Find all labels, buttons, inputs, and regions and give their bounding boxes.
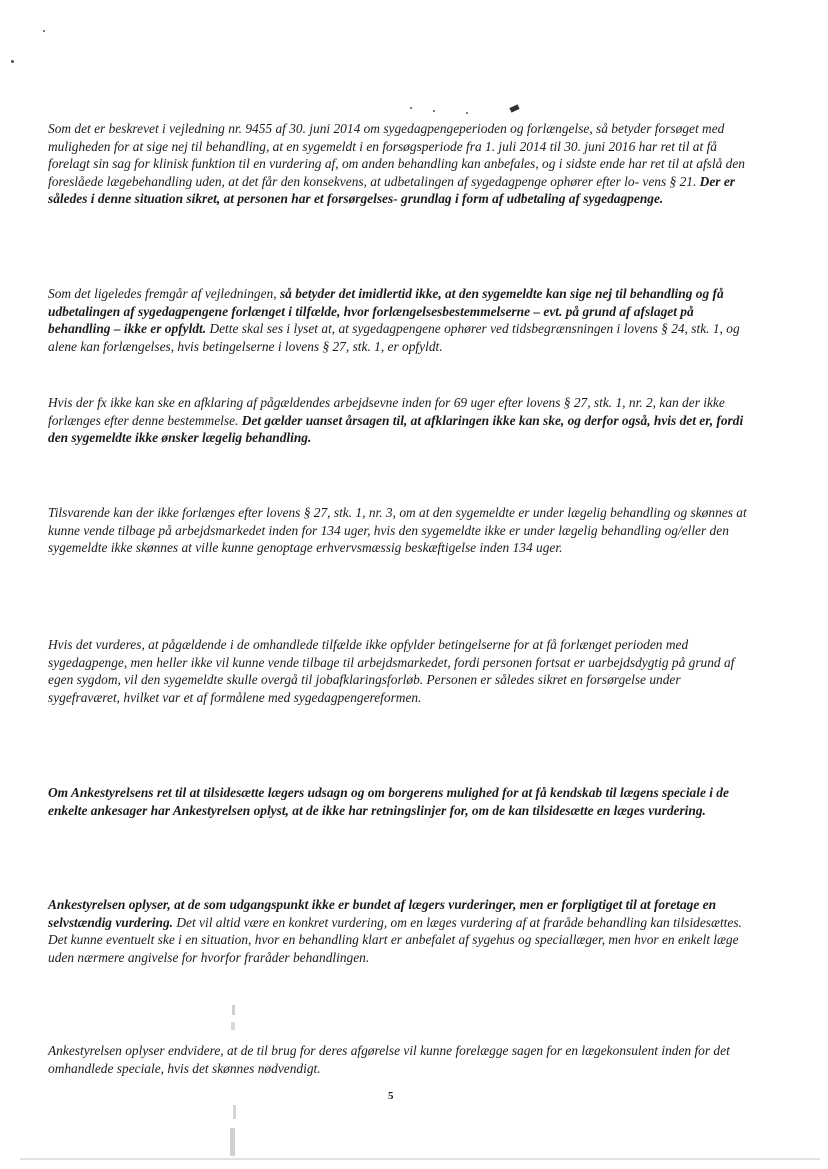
scan-mark: [231, 1022, 235, 1030]
paragraph: [48, 504, 748, 557]
scan-bottom-edge: [20, 1158, 820, 1160]
scan-speck: [43, 30, 45, 32]
scan-mark: [233, 1105, 236, 1119]
text-run-bold: Ankestyrelsen oplyser, at de som udgangspunkt ikke er bundet af lægers vurderinger, men er forpligtiget til at foretage en selvstændig vurdering.: [48, 897, 717, 930]
scan-mark: [230, 1128, 235, 1156]
text-run-bold: så betyder det imidlertid ikke, at den sygemeldte kan sige nej til behandling og få udbetalingen af sygedagpengene forlænget i tilfælde, hvor forlængelsesbestemmelserne – evt. på grund af afslaget på behandling – ikke er opfyldt.: [48, 286, 724, 337]
text-run-bold: Om Ankestyrelsens ret til at tilsidesætte lægers udsagn og om borgerens mulighed for at få kendskab til lægens speciale i de enkelte ankesager har Ankestyrelsen oplyst, at de ikke har retningslinjer for, om de kan tilsidesætte en læges vurdering.: [48, 785, 729, 818]
text-run-bold: Det gælder uanset årsagen til, at afklaringen ikke kan ske, og derfor også, hvis det er, fordi den sygemeldte ikke ønsker lægelig behandling.: [48, 412, 744, 446]
text-run: Hvis der fx ikke kan ske en afklaring af pågældendes arbejdsevne inden for 69 uger efter lovens § 27, stk. 1, nr. 2, kan der ikke forlænges efter denne bestemmelse.: [48, 395, 725, 428]
text-run: Hvis det vurderes, at pågældende i de omhandlede tilfælde ikke opfylder betingelserne for at få forlænget perioden med sygedagpenge, men heller ikke vil kunne vende tilbage til arbejdsmarkedet, fordi personen fortsat er uarbejdsdygtig på grund af egen sygdom, vil den sygemeldte skulle overgå til jobafklaringsforløb. Personen er således sikret en forsørgelse under sygefraværet, hvilket var et af formålene med sygedagpengereformen.: [48, 637, 735, 705]
text-run: Som det er beskrevet i vejledning nr. 9455 af 30. juni 2014 om sygedagpengeperioden og forlængelse, så betyder forsøget med muligheden for at sige nej til behandling, at en sygemeldt i en forsøgsperiode fra 1. juli 2014 til 30. juni 2016 har ret til at få forelagt sin sag for klinisk funktion til en vurdering af, om anden behandling kan anbefales, og i sidste ende har ret til at afslå den foreslåede lægebehandling uden, at det får den konsekvens, at udbetalingen af sygedagpenge ophører efter lo- vens § 21.: [48, 121, 745, 189]
paragraph: [48, 636, 748, 706]
scan-speck: [466, 112, 468, 114]
scan-mark: [232, 1005, 235, 1015]
text-run: Dette skal ses i lyset at, at sygedagpengene ophører ved tidsbegrænsningen i lovens § 24, stk. 1, og alene kan forlængelses, hvis betingelserne i lovens § 27, stk. 1, er opfyldt.: [48, 321, 740, 354]
text-run-bold: Der er således i denne situation sikret, at personen har et forsørgelses- grundlag i form af udbetaling af sygedagpenge.: [48, 173, 735, 207]
text-run: Ankestyrelsen oplyser endvidere, at de til brug for deres afgørelse vil kunne forelægge sagen for en lægekonsulent inden for det omhandlede speciale, hvis det skønnes nødvendigt.: [48, 1043, 730, 1076]
paragraph: [48, 285, 748, 355]
text-run: Tilsvarende kan der ikke forlænges efter lovens § 27, stk. 1, nr. 3, om at den sygemeldte er under lægelig behandling og skønnes at kunne vende tilbage på arbejdsmarkedet inden for 134 uger, hvis den sygemeldte ikke er under lægelig behandling og/eller den sygemeldte ikke skønnes at ville kunne genoptage erhvervsmæssig beskæftigelse inden 134 uger.: [48, 505, 747, 556]
scan-speck: [410, 107, 412, 109]
page-number: 5: [388, 1090, 394, 1102]
paragraph: [48, 896, 748, 966]
scan-speck: [11, 60, 14, 63]
scan-mark: [509, 104, 519, 112]
paragraph: [48, 1042, 748, 1077]
paragraph: [48, 120, 748, 208]
text-run: Det vil altid være en konkret vurdering, om en læges vurdering af at fraråde behandling kan tilsidesættes. Det kunne eventuelt ske i en situation, hvor en behandling klart er anbefalet af sygehus og speciallæger, men hvor en enkelt læge uden nærmere angivelse for hvorfor fraråder behandlingen.: [48, 914, 742, 965]
paragraph: [48, 784, 748, 819]
paragraph: [48, 394, 748, 447]
scan-speck: [433, 110, 435, 112]
text-run: Som det ligeledes fremgår af vejledningen,: [48, 286, 280, 301]
